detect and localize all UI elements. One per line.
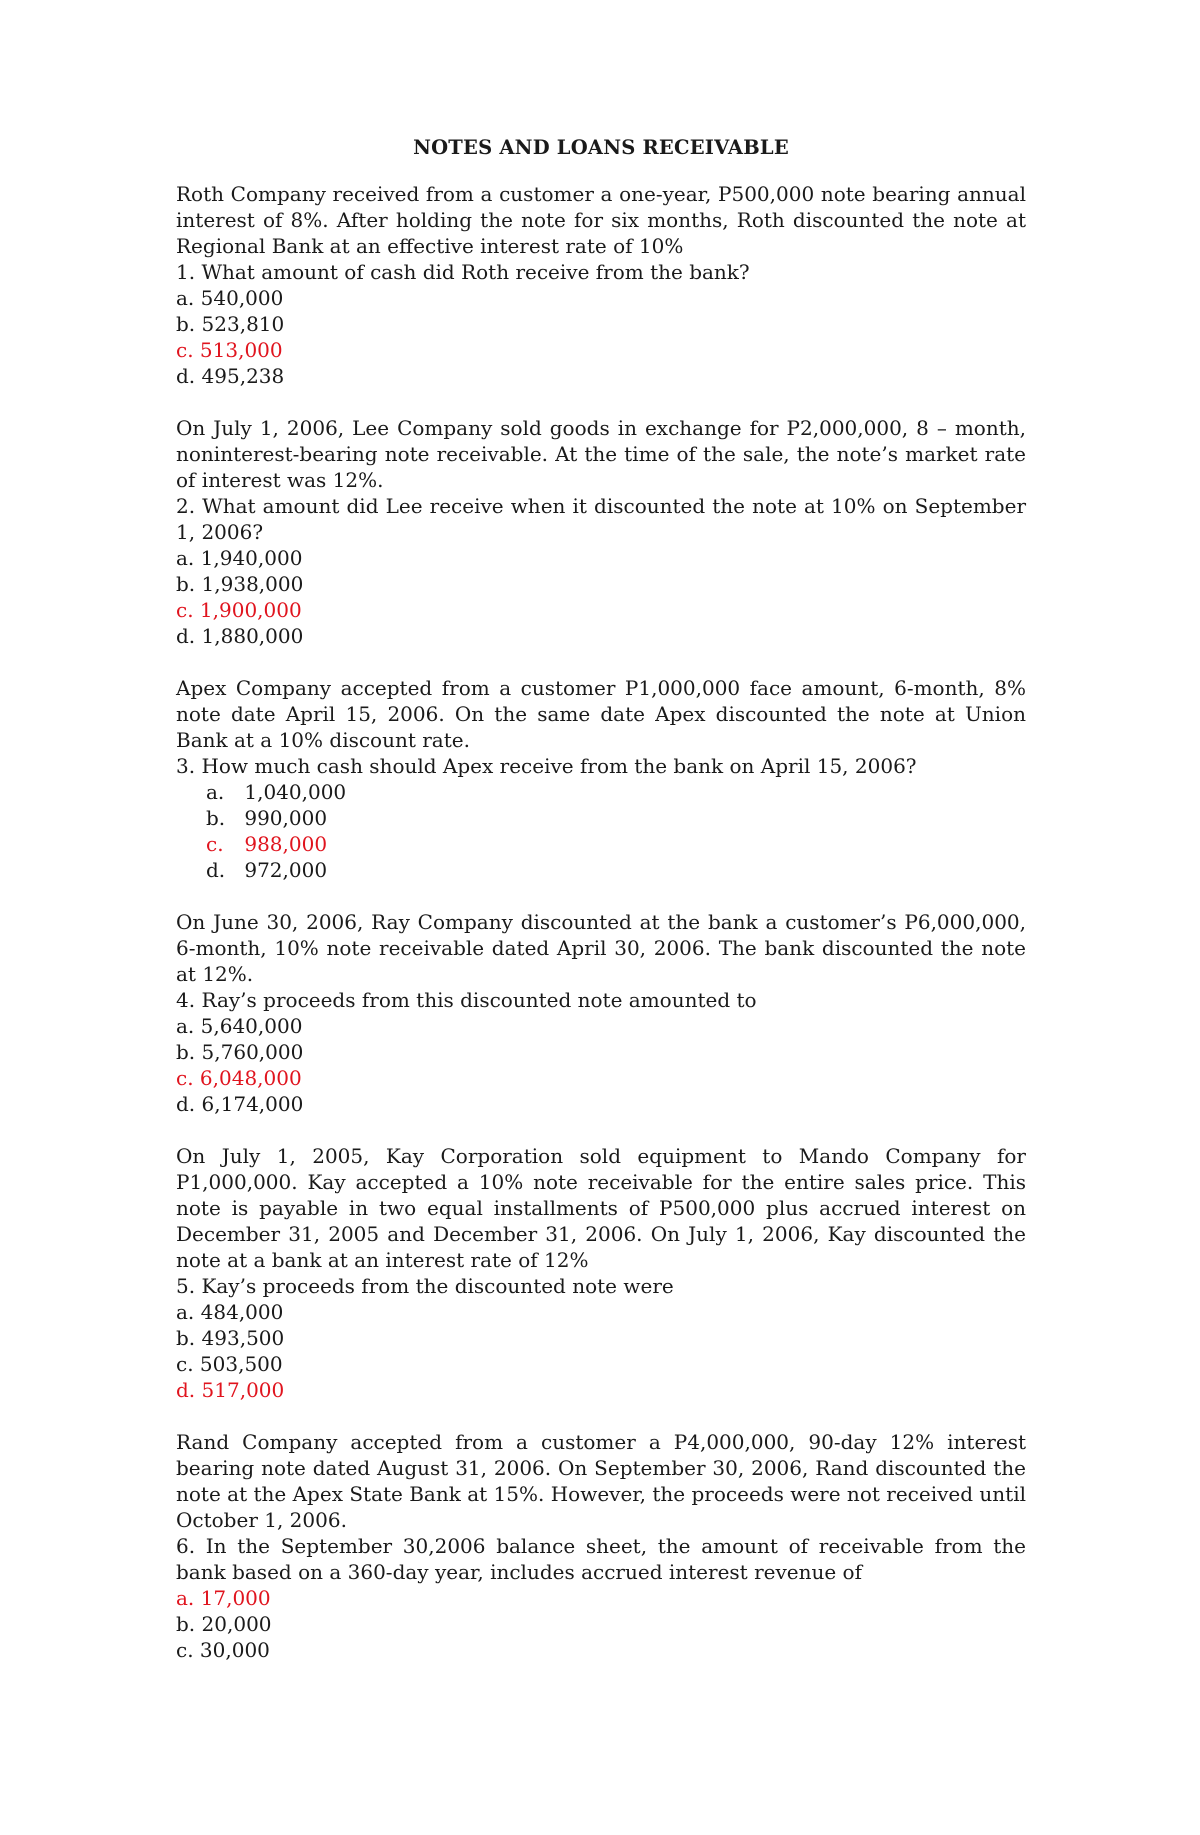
option-value: 1,940,000 — [200, 546, 303, 570]
answer-option — [176, 1039, 1026, 1065]
answer-options — [176, 285, 1026, 389]
answer-option-correct — [176, 1065, 1026, 1091]
question-text: 5. Kay’s proceeds from the discounted note were — [176, 1274, 674, 1298]
option-letter: b. — [176, 1612, 196, 1636]
option-letter: b. — [176, 1040, 196, 1064]
answer-option — [176, 623, 1026, 649]
option-value: 495,238 — [201, 364, 285, 388]
option-value: 484,000 — [200, 1300, 284, 1324]
answer-option — [176, 311, 1026, 337]
question-text: 1. What amount of cash did Roth receive from the bank? — [176, 260, 750, 284]
page-title: NOTES AND LOANS RECEIVABLE — [413, 136, 789, 159]
option-letter: a. — [206, 780, 225, 804]
option-value: 6,048,000 — [199, 1066, 302, 1090]
answer-option — [176, 857, 1026, 883]
option-letter: a. — [176, 286, 195, 310]
option-letter: c. — [176, 598, 194, 622]
option-value: 17,000 — [200, 1586, 271, 1610]
answer-option-correct — [176, 1585, 1026, 1611]
option-letter: d. — [176, 1378, 196, 1402]
answer-option — [176, 285, 1026, 311]
option-letter: d. — [206, 858, 226, 882]
option-letter: a. — [176, 1586, 195, 1610]
question-stem: Roth Company received from a customer a one-year, P500,000 note bearing annual interest of 8%. After holding the note for six months, Roth discounted the note at Regional Bank at an effective interest rate of 10% — [176, 182, 1026, 258]
answer-option-correct — [176, 1377, 1026, 1403]
option-letter: b. — [176, 572, 196, 596]
question-block — [176, 675, 1026, 883]
question-block — [176, 181, 1026, 389]
answer-option-correct — [176, 831, 1026, 857]
answer-option — [176, 779, 1026, 805]
option-value: 30,000 — [199, 1638, 270, 1662]
question-block — [176, 1429, 1026, 1663]
option-letter: a. — [176, 546, 195, 570]
answer-options — [176, 1299, 1026, 1403]
option-value: 990,000 — [244, 806, 328, 830]
question-stem: On June 30, 2006, Ray Company discounted at the bank a customer’s P6,000,000, 6-month, 10% note receivable dated April 30, 2006. The bank discounted the note at 12%. — [176, 910, 1026, 986]
option-value: 5,760,000 — [201, 1040, 304, 1064]
option-letter: c. — [206, 832, 224, 856]
question-text: 3. How much cash should Apex receive from the bank on April 15, 2006? — [176, 754, 917, 778]
question-block — [176, 1143, 1026, 1403]
option-letter: c. — [176, 338, 194, 362]
answer-option — [176, 1299, 1026, 1325]
option-value: 523,810 — [201, 312, 285, 336]
option-value: 517,000 — [201, 1378, 285, 1402]
option-value: 1,938,000 — [201, 572, 304, 596]
question-text: 6. In the September 30,2006 balance sheet, the amount of receivable from the bank based on a 360-day year, includes accrued interest revenue of — [176, 1534, 1026, 1584]
option-letter: d. — [176, 624, 196, 648]
question-block — [176, 415, 1026, 649]
answer-options — [176, 545, 1026, 649]
answer-option — [176, 1637, 1026, 1663]
option-value: 513,000 — [199, 338, 283, 362]
question-stem: Rand Company accepted from a customer a P4,000,000, 90-day 12% interest bearing note dated August 31, 2006. On September 30, 2006, Rand discounted the note at the Apex State Bank at 15%. However, the proceeds were not received until October 1, 2006. — [176, 1430, 1026, 1532]
answer-option-correct — [176, 337, 1026, 363]
option-value: 20,000 — [201, 1612, 272, 1636]
answer-option — [176, 545, 1026, 571]
option-letter: a. — [176, 1014, 195, 1038]
option-letter: d. — [176, 1092, 196, 1116]
option-letter: c. — [176, 1352, 194, 1376]
answer-option — [176, 1091, 1026, 1117]
answer-option — [176, 363, 1026, 389]
answer-options — [176, 1013, 1026, 1117]
option-value: 1,900,000 — [199, 598, 302, 622]
option-letter: c. — [176, 1066, 194, 1090]
answer-option — [176, 1325, 1026, 1351]
option-value: 6,174,000 — [201, 1092, 304, 1116]
option-letter: a. — [176, 1300, 195, 1324]
option-value: 988,000 — [244, 832, 328, 856]
question-list — [176, 181, 1026, 1663]
answer-option — [176, 1013, 1026, 1039]
option-letter: c. — [176, 1638, 194, 1662]
option-value: 1,040,000 — [244, 780, 347, 804]
option-value: 493,500 — [201, 1326, 285, 1350]
option-letter: b. — [176, 312, 196, 336]
option-value: 540,000 — [200, 286, 284, 310]
answer-option-correct — [176, 597, 1026, 623]
question-block — [176, 909, 1026, 1117]
answer-options — [176, 1585, 1026, 1663]
answer-option — [176, 1351, 1026, 1377]
answer-option — [176, 1611, 1026, 1637]
option-value: 1,880,000 — [201, 624, 304, 648]
answer-option — [176, 571, 1026, 597]
option-value: 503,500 — [199, 1352, 283, 1376]
answer-options — [176, 779, 1026, 883]
document-page — [176, 136, 1026, 1689]
question-stem: Apex Company accepted from a customer P1,000,000 face amount, 6-month, 8% note date April 15, 2006. On the same date Apex discounted the note at Union Bank at a 10% discount rate. — [176, 676, 1026, 752]
answer-option — [176, 805, 1026, 831]
question-stem: On July 1, 2005, Kay Corporation sold equipment to Mando Company for P1,000,000. Kay accepted a 10% note receivable for the entire sales price. This note is payable in two equal installments of P500,000 plus accrued interest on December 31, 2005 and December 31, 2006. On July 1, 2006, Kay discounted the note at a bank at an interest rate of 12% — [176, 1144, 1026, 1272]
option-value: 972,000 — [244, 858, 328, 882]
option-letter: d. — [176, 364, 196, 388]
option-value: 5,640,000 — [200, 1014, 303, 1038]
question-text: 2. What amount did Lee receive when it discounted the note at 10% on September 1, 2006? — [176, 494, 1026, 544]
question-stem: On July 1, 2006, Lee Company sold goods in exchange for P2,000,000, 8 – month, noninterest-bearing note receivable. At the time of the sale, the note’s market rate of interest was 12%. — [176, 416, 1026, 492]
question-text: 4. Ray’s proceeds from this discounted note amounted to — [176, 988, 757, 1012]
option-letter: b. — [176, 1326, 196, 1350]
option-letter: b. — [206, 806, 226, 830]
